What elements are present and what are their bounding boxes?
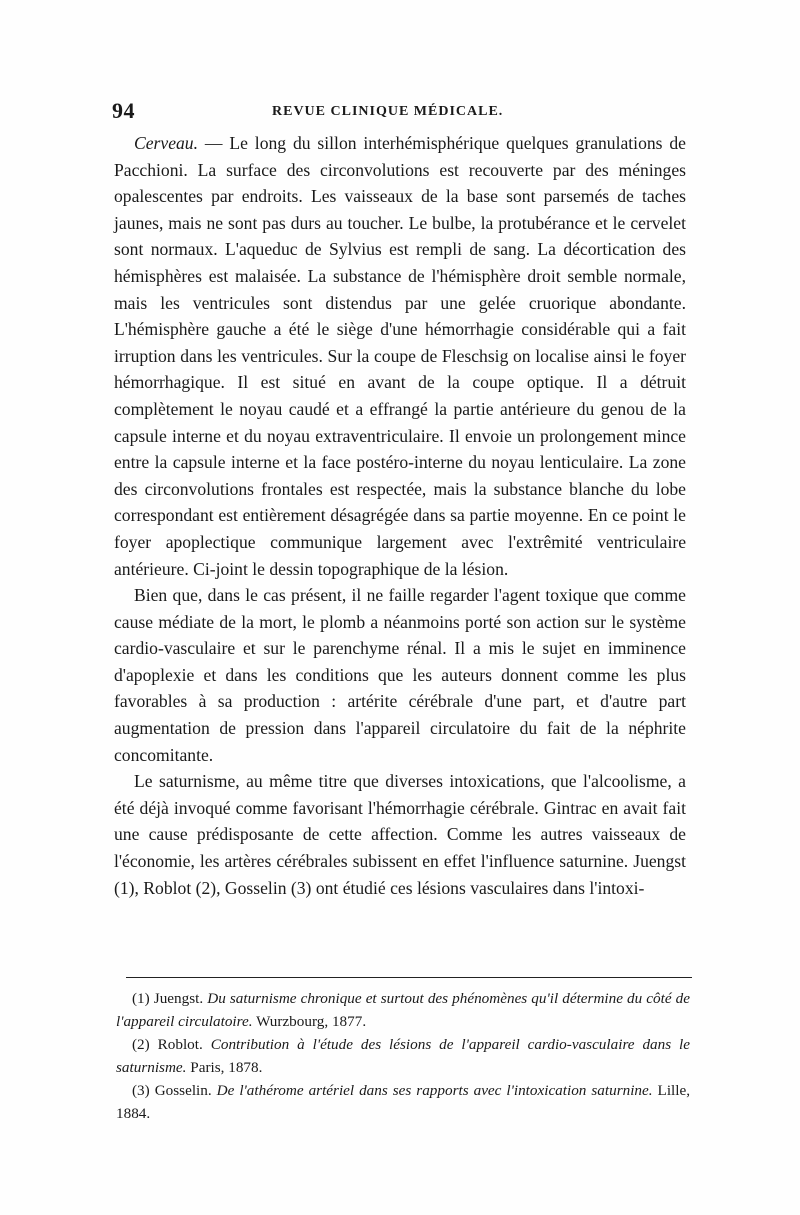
footnote-author: Gosselin.	[154, 1082, 212, 1099]
footnote-author: Juengst.	[153, 990, 204, 1007]
paragraph-text: Le saturnisme, au même titre que diverses intoxications, que l'alcoolisme, a été déjà invoqué comme favorisant l'hémorrhagie cérébrale. Gintrac en avait fait une cause prédisposante de cette affection. Comme les autres vaisseaux de l'économie, les artères cérébrales subissent en effet l'influence saturnine. Juengst (1), Roblot (2), Gosselin (3) ont étudié ces lésions vasculaires dans l'intoxi-	[114, 771, 686, 898]
body-text	[114, 130, 686, 901]
footnote	[116, 1080, 690, 1125]
footnote-author: Roblot.	[157, 1036, 203, 1053]
footnote-rest: Wurzbourg, 1877.	[252, 1012, 367, 1030]
paragraph-text: Bien que, dans le cas présent, il ne faille regarder l'agent toxique que comme cause médiate de la mort, le plomb a néanmoins porté son action sur le système cardio-vasculaire et sur le parenchyme rénal. Il a mis le sujet en imminence d'apoplexie et dans les conditions que les auteurs donnent comme les plus favorables à sa production : artérite cérébrale d'une part, et d'autre part augmentation de pression dans l'appareil circulatoire du fait de la néphrite concomitante.	[114, 585, 686, 765]
running-head: REVUE CLINIQUE MÉDICALE.	[272, 104, 504, 119]
paragraph	[114, 768, 686, 901]
page-number: 94	[112, 98, 135, 123]
paragraph-lead: Cerveau.	[134, 133, 199, 153]
paragraph	[114, 582, 686, 768]
footnote-title: Contribution à l'étude des lésions de l'appareil cardio-vasculaire dans le saturnisme.	[116, 1036, 691, 1076]
footnote-rest: Lille, 1884.	[116, 1082, 691, 1122]
footnote-rest: Paris, 1878.	[186, 1058, 263, 1076]
footnote-marker: (3)	[132, 1082, 150, 1099]
footnote-marker: (1)	[132, 990, 150, 1007]
footnote-title: De l'athérome artériel dans ses rapports avec l'intoxication saturnine.	[216, 1082, 653, 1099]
page-header	[112, 98, 696, 126]
footnote-divider	[126, 977, 692, 978]
footnotes	[116, 988, 690, 1126]
footnote	[116, 988, 690, 1033]
paragraph	[114, 130, 686, 582]
footnote-marker: (2)	[132, 1036, 150, 1053]
paragraph-text: — Le long du sillon interhémisphérique quelques granulations de Pacchioni. La surface des circonvolutions est recouverte par des méninges opalescentes par endroits. Les vaisseaux de la base sont parsemés de taches jaunes, mais ne sont pas durs au toucher. Le bulbe, la protubérance et le cervelet sont normaux. L'aqueduc de Sylvius est rempli de sang. La décortication des hémisphères est malaisée. La substance de l'hémisphère droit semble normale, mais les ventricules sont distendus par une gelée cruorique abondante. L'hémisphère gauche a été le siège d'une hémorrhagie considérable qui a fait irruption dans les ventricules. Sur la coupe de Fleschsig on localise ainsi le foyer hémorrhagique. Il est situé en avant de la coupe optique. Il a détruit complètement le noyau caudé et a effrangé la partie antérieure du genou de la capsule interne et du noyau extraventriculaire. Il envoie un prolongement mince entre la capsule interne et la face postéro-interne du noyau lenticulaire. La zone des circonvolutions frontales est respectée, mais la substance blanche du lobe correspondant est entièrement désagrégée dans sa partie moyenne. En ce point le foyer apoplectique communique largement avec l'extrêmité ventriculaire antérieure. Ci-joint le dessin topographique de la lésion.	[114, 133, 686, 579]
footnote-title: Du saturnisme chronique et surtout des phénomènes qu'il détermine du côté de l'appareil circulatoire.	[116, 990, 691, 1030]
footnote	[116, 1034, 690, 1079]
